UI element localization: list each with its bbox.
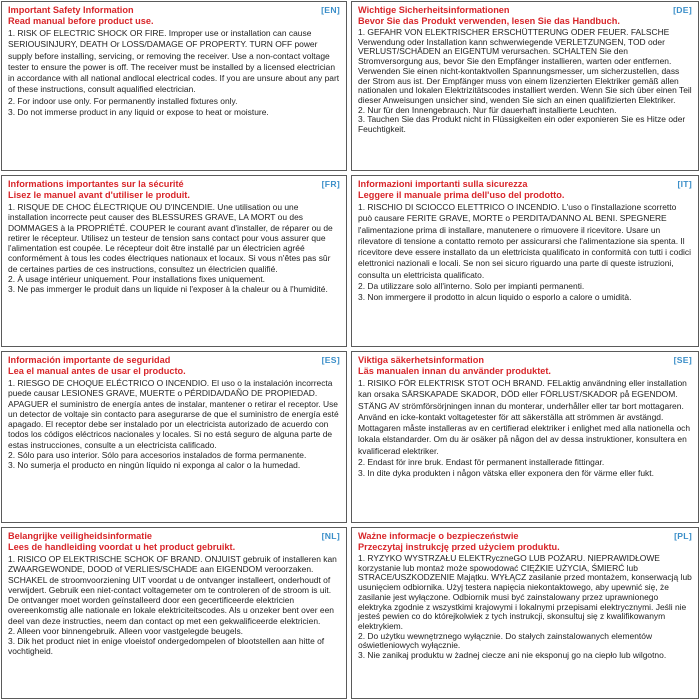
item-1: 1. RISCHIO DI SCIOCCO ELETTRICO O INCENDIO. L'uso o l'installazione scorretto può causare FERITE GRAVE, MORTE o PERDITA/DANNO AL BENI. SPEGNERE l'alimentazione prima di installare, manutenere o rimuovere il ricevitore. Usare un rilevatore di tensione a contatto remoto per assicurarsi che l'alimentazione sia spenta. Il ricevitore deve essere installato da un elettricista qualificato in conformità con tutti i codici elettronici nazionali e locali. Se non sei sicuro riguardo una parte di queste istruzioni, consulta un elettricista qualificato. — [358, 202, 691, 280]
section-title: Informations importantes sur la sécurité — [8, 179, 184, 189]
item-3: 3. In dite dyka produkten i någon vätska eller exponera den för värme eller fukt. — [358, 468, 654, 479]
section-items — [8, 28, 340, 118]
section-header — [8, 531, 340, 542]
section-title: Viktiga säkerhetsinformation — [358, 355, 484, 365]
section-es — [1, 351, 347, 523]
item-2: 2. For indoor use only. For permanently installed fixtures only. — [8, 95, 238, 106]
section-header — [358, 355, 692, 366]
item-2: 2. Do użytku wewnętrznego wyłącznie. Do stałych zainstalowanych elementów oświetleniowych wyłącznie. — [358, 630, 653, 651]
section-header — [358, 531, 692, 542]
item-3: 3. Do not immerse product in any liquid or expose to heat or moisture. — [8, 107, 269, 118]
section-subtitle: Lea el manual antes de usar el producto. — [8, 365, 186, 376]
language-code: [FR] — [321, 179, 340, 189]
item-1: 1. RISQUE DE CHOC ÉLECTRIQUE OU D'INCENDIE. Une utilisation ou une installation incorrecte peut causer des BLESSURES GRAVE, LA MORT ou des DOMMAGES à la PROPRIÉTÉ. COUPER le courant avant d'installer, de réparer ou de retirer le récepteur. Utilisez un testeur de tension sans contact pour vous assurer que l'alimentation est coupée. Le récepteur doit être installé par un électricien agréé conformément à tous les codes électriques nationaux et locaux. Si vous n'êtes pas sûr de certaines parties de ces instructions, consultez un électricien qualifié. — [8, 202, 333, 274]
section-items — [8, 202, 340, 294]
item-3: 3. No sumerja el producto en ningún líquido ni exponga al calor o la humedad. — [8, 460, 301, 470]
section-header — [8, 179, 340, 190]
section-subtitle: Lisez le manuel avant d'utiliser le produit. — [8, 189, 190, 200]
section-subtitle: Lees de handleiding voordat u het product gebruikt. — [8, 541, 236, 552]
section-subtitle: Read manual before product use. — [8, 15, 154, 26]
language-code: [PL] — [674, 531, 692, 541]
item-3: 3. Nie zanikaj produktu w żadnej ciecze ani nie eksponuj go na ciepło lub wilgotno. — [358, 650, 667, 661]
item-2: 2. Nur für den Innengebrauch. Nur für dauerhaft installierte Leuchten. — [358, 104, 617, 115]
item-1: 1. RISICO OP ELEKTRISCHE SCHOK OF BRAND. ONJUIST gebruik of installeren kan ZWAARGEWONDE, DOOD of VERLIES/SCHADE aan EIGENDOM veroorzaken. SCHAKEL de stroomvoorziening UIT voordat u de ontvanger installeert, onderhoudt of verwijdert. Gebruik een niet-contact voltagemeter om te controleren of de stroom is uit. De ontvanger moet worden geïnstalleerd door een gecertificeerde elektricien overeenkomstig alle nationale en lokale elektriciteitscodes. Als u onzeker bent over een deel van deze instructies, neem dan contact op met een gekwalificeerde elektricien. — [8, 554, 337, 626]
language-code: [IT] — [677, 179, 692, 189]
section-nl — [1, 527, 347, 699]
language-code: [EN] — [321, 5, 340, 15]
section-items — [358, 554, 692, 661]
section-title: Información importante de seguridad — [8, 355, 171, 365]
section-subtitle: Bevor Sie das Produkt verwenden, lesen Sie das Handbuch. — [358, 15, 620, 26]
item-3: 3. Tauchen Sie das Produkt nicht in Flüssigkeiten ein oder exponieren Sie es Hitze oder Feuchtigkeit. — [358, 114, 686, 135]
section-items — [358, 378, 692, 480]
item-2: 2. Alleen voor binnengebruik. Alleen voor vastgelegde beugels. — [8, 625, 244, 636]
section-title: Important Safety Information — [8, 5, 134, 15]
item-2: 2. Da utilizzare solo all'interno. Solo per impianti permanenti. — [358, 281, 585, 292]
section-pl — [351, 527, 699, 699]
section-title: Informazioni importanti sulla sicurezza — [358, 179, 528, 189]
item-3: 3. Ne pas immerger le produit dans un liquide ni l'exposer à la chaleur ou à l'humidité. — [8, 284, 328, 294]
section-items — [8, 554, 340, 657]
section-en — [1, 1, 347, 171]
section-header — [358, 179, 692, 190]
section-fr — [1, 175, 347, 347]
language-code: [SE] — [673, 355, 692, 365]
item-1: 1. RISK OF ELECTRIC SHOCK OR FIRE. Improper use or installation can cause SERIOUSINJURY, DEATH Or LOSS/DAMAGE OF PROPERTY. TURN OFF power supply before installing, servicing, or removing the receiver. Use a non-contact voltage tester to ensure the power is off. The receiver must be installed by a licensed electrician in accordance with all national andlocal electrical codes. If you are unsure about any part of these instructions, consult aqualified electrician. — [8, 28, 340, 95]
section-items — [358, 202, 692, 304]
item-3: 3. Non immergere il prodotto in alcun liquido o esporlo a calore o umidità. — [358, 292, 632, 303]
section-subtitle: Leggere il manuale prima dell'uso del prodotto. — [358, 189, 565, 200]
section-se — [351, 351, 699, 523]
section-title: Ważne informacje o bezpieczeństwie — [358, 531, 519, 541]
section-title: Wichtige Sicherheitsinformationen — [358, 5, 510, 15]
item-2: 2. Sólo para uso interior. Sólo para accesorios instalados de forma permanente. — [8, 449, 307, 460]
section-header — [8, 355, 340, 366]
section-it — [351, 175, 699, 347]
section-subtitle: Läs manualen innan du använder produktet. — [358, 365, 551, 376]
item-2: 2. Endast för inre bruk. Endast för permanent installerade fittingar. — [358, 457, 605, 468]
section-subtitle: Przeczytaj instrukcję przed użyciem produktu. — [358, 541, 560, 552]
item-3: 3. Dik het product niet in enige vloeistof ondergedompelen of blootstellen aan hitte of vochtigheid. — [8, 636, 325, 657]
language-code: [ES] — [321, 355, 340, 365]
item-1: 1. RIESGO DE CHOQUE ELÉCTRICO O INCENDIO. El uso o la instalación incorrecta puede causar LESIONES GRAVE, MUERTE o PÉRDIDA/DAÑO DE PROPIEDAD. APAGUER el suministro de energía antes de instalar, mantener o retirar el receptor. Use un detector de voltaje sin contacto para asegurarse de que el suministro de energía esté apagado. El receptor debe ser instalado por un electricista autorizado de acuerdo con todos los códigos eléctricos nacionales y locales. Si no está seguro de alguna parte de estas instrucciones, consulte a un electricista calificado. — [8, 378, 339, 450]
section-header — [8, 5, 340, 16]
item-1: 1. GEFAHR VON ELEKTRISCHER ERSCHÜTTERUNG ODER FEUER. FALSCHE Verwendung oder Installation kann schwerwiegende VERLETZUNGEN, TOD oder VERLUST/SCHÄDEN an EIGENTUM verursachen. SCHALTEN Sie den Stromversorgung aus, bevor Sie den Empfänger installieren, warten oder entfernen. Verwenden Sie einen nicht-kontaktvollen Spannungsmesser, um sicherzustellen, dass der Strom aus ist. Der Empfänger muss von einem lizenzierten Elektriker gemäß allen nationalen und lokalen Elektrizitätscodes installiert werden. Wenn Sie sich über einen Teil dieser Anweisungen unsicher sind, wenden Sie sich an einen qualifizierten Elektriker. — [358, 27, 692, 105]
section-header — [358, 5, 692, 16]
item-1: 1. RYZYKO WYSTRZAŁU ELEKTRycznеGO LUB POŻARU. NIEPRAWIDŁOWE korzystanie lub montaż może spowodować CIĘŻKIE UŻYCIA, ŚMIERĆ lub STRACE/USZKODZENIE Majątku. WYŁĄCZ zasilanie przed montażem, konserwacją lub usunięciem odbiornika. Użyj testera napięcia niekontaktowego, aby upewnić się, że zasilanie jest wyłączone. Odbiornik musi być zainstalowany przez uprawnionego elektryka zgodnie z wszystkimi krajowymi i lokalnymi przepisami elektrycznymi. Jeśli nie jesteś pewien co do którejkolwiek z tych instrukcji, skonsultuj się z kwalifikowanym elektrykiem. — [358, 553, 692, 631]
section-items — [358, 28, 692, 135]
language-code: [DE] — [673, 5, 692, 15]
section-items — [8, 378, 340, 470]
item-1: 1. RISIKO FÖR ELEKTRISK STOT OCH BRAND. FELaktig användning eller installation kan orsaka SÄRSKAPADE SKADOR, DÖD eller FÖRLUST/SKADOR på EGENDOM. STÄNG AV strömförsörjningen innan du monterar, underhåller eller tar bort mottagaren. Använd en icke-kontakt voltagetester för att säkerställa att strömmen är avstängd. Mottagaren måste installeras av en certifierad elektriker i enlighet med alla nationella och lokala elstandarder. Om du är osäker på någon del av dessa instruktioner, konsultera en kvalificerad elektriker. — [358, 378, 691, 456]
section-title: Belangrijke veiligheidsinformatie — [8, 531, 152, 541]
section-de — [351, 1, 699, 171]
language-code: [NL] — [321, 531, 340, 541]
item-2: 2. À usage intérieur uniquement. Pour installations fixes uniquement. — [8, 273, 266, 284]
